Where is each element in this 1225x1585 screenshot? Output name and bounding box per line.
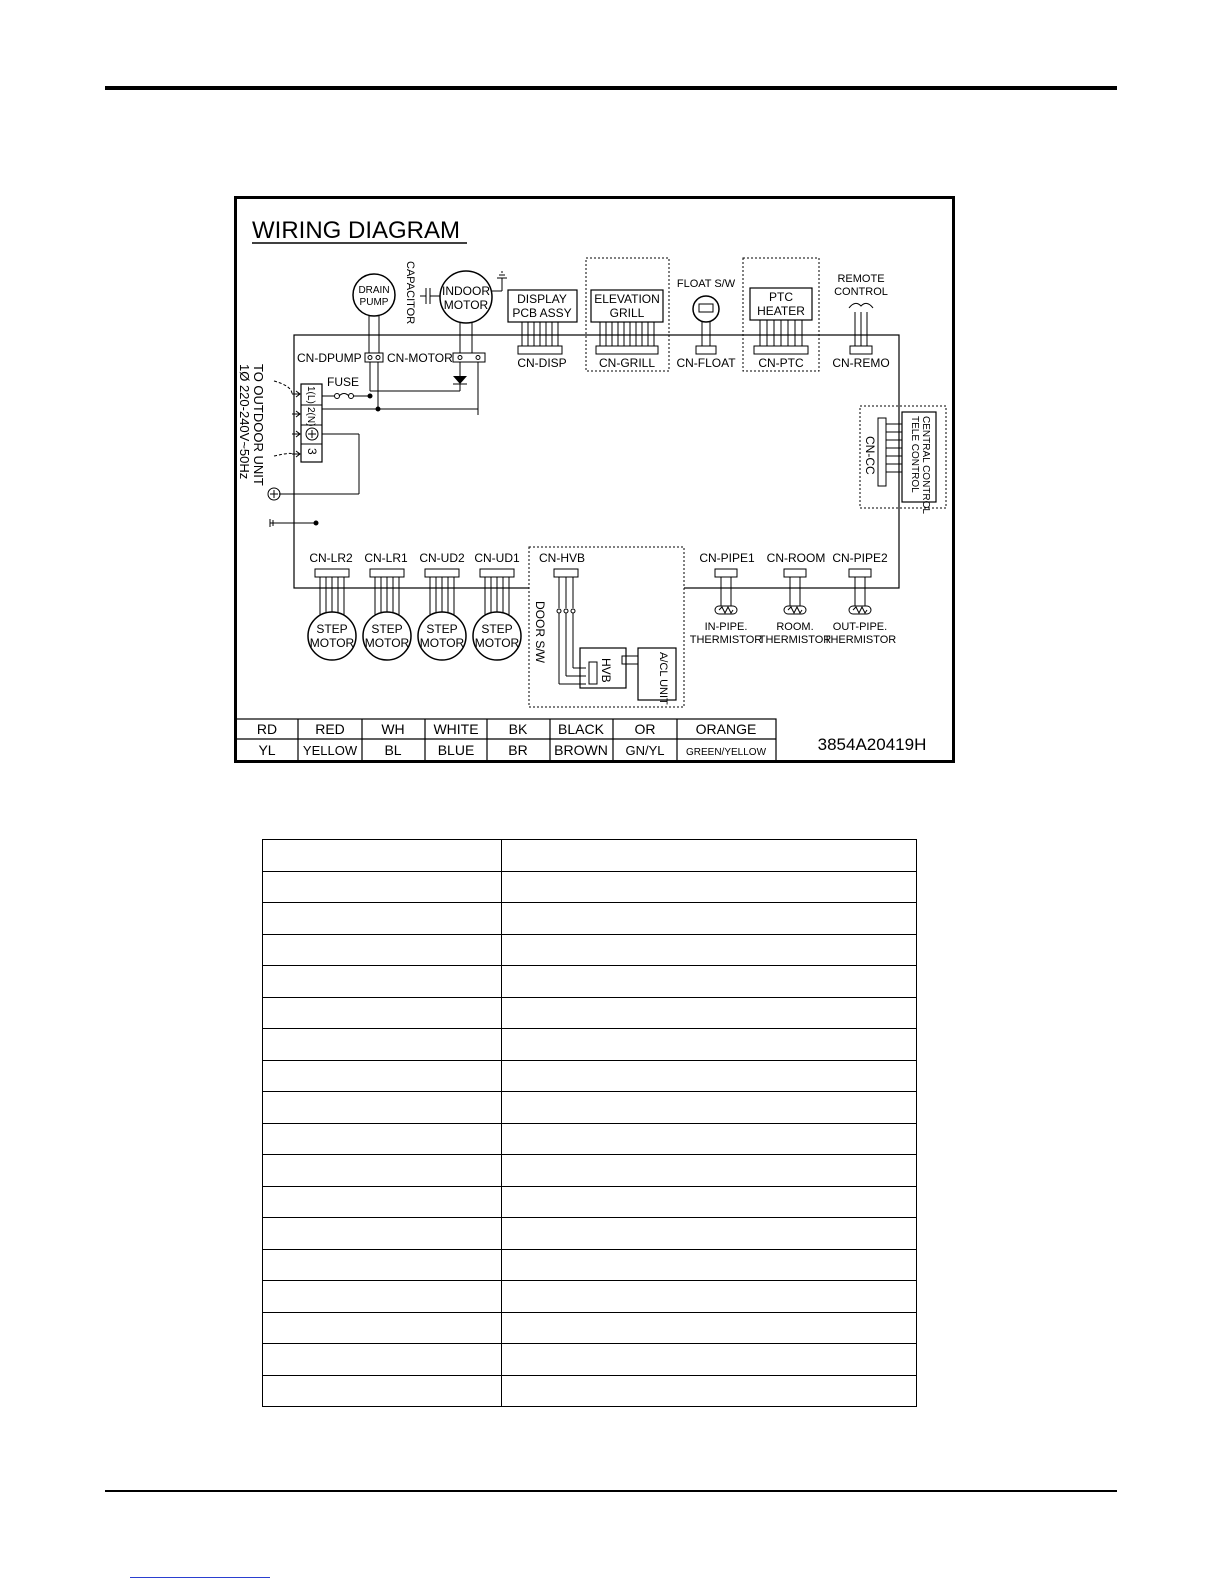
svg-text:BROWN: BROWN <box>554 742 608 758</box>
svg-text:A/CL UNIT: A/CL UNIT <box>657 652 669 705</box>
table-cell <box>502 1281 917 1313</box>
table-cell <box>263 1344 502 1376</box>
table-row <box>263 903 917 935</box>
table-cell <box>502 1249 917 1281</box>
table-row <box>263 1060 917 1092</box>
table-cell <box>502 1029 917 1061</box>
table-cell <box>263 1092 502 1124</box>
table-cell <box>502 1218 917 1250</box>
svg-text:PUMP: PUMP <box>359 297 389 308</box>
table-cell <box>263 1155 502 1187</box>
svg-text:ELEVATION: ELEVATION <box>594 292 660 306</box>
table-row <box>263 1281 917 1313</box>
svg-text:OUT-PIPE.: OUT-PIPE. <box>832 621 888 633</box>
table-cell <box>502 1123 917 1155</box>
table-cell <box>263 934 502 966</box>
table-cell <box>502 1375 917 1407</box>
table-row <box>263 934 917 966</box>
power-label-2: 1Ø 220-240V~50Hz <box>237 364 252 480</box>
table-cell <box>263 840 502 872</box>
svg-text:DRAIN: DRAIN <box>358 285 390 296</box>
cn-cc-label: CN-CC <box>863 436 877 475</box>
svg-text:WH: WH <box>381 721 405 737</box>
header-rule <box>105 86 1117 90</box>
svg-text:THERMISTOR: THERMISTOR <box>823 634 897 646</box>
svg-text:3: 3 <box>305 448 319 455</box>
table-row <box>263 997 917 1029</box>
table-cell <box>263 903 502 935</box>
table-cell <box>502 840 917 872</box>
cn-remo-label: CN-REMO <box>832 356 890 370</box>
svg-text:CENTRAL CONTROL: CENTRAL CONTROL <box>920 416 931 514</box>
table-row <box>263 1123 917 1155</box>
svg-text:IN-PIPE.: IN-PIPE. <box>704 621 748 633</box>
table-cell <box>502 934 917 966</box>
svg-text:CN-PIPE1: CN-PIPE1 <box>699 551 755 565</box>
svg-text:GREEN/YELLOW: GREEN/YELLOW <box>685 747 767 758</box>
wiring-diagram <box>234 196 963 771</box>
fuse-label: FUSE <box>327 375 360 389</box>
table-cell <box>263 871 502 903</box>
table-cell <box>263 1060 502 1092</box>
svg-text:CN-PIPE2: CN-PIPE2 <box>832 551 888 565</box>
svg-text:THERMISTOR: THERMISTOR <box>689 634 763 646</box>
svg-text:BL: BL <box>384 742 402 758</box>
remote-control-label-1: REMOTE <box>837 273 885 285</box>
cn-dpump-label: CN-DPUMP <box>297 351 362 365</box>
svg-text:YELLOW: YELLOW <box>302 743 358 758</box>
table-cell <box>263 1123 502 1155</box>
table-cell <box>502 1186 917 1218</box>
table-row <box>263 1155 917 1187</box>
svg-text:ROOM.: ROOM. <box>776 621 814 633</box>
table-cell <box>263 1249 502 1281</box>
table-row <box>263 1375 917 1407</box>
table-cell <box>263 1375 502 1407</box>
svg-text:YL: YL <box>258 742 276 758</box>
table-cell <box>502 1344 917 1376</box>
part-number: 3854A20419H <box>817 735 927 754</box>
svg-text:DISPLAY: DISPLAY <box>517 292 567 306</box>
svg-text:STEP: STEP <box>481 622 513 636</box>
table-cell <box>263 1029 502 1061</box>
svg-text:MOTOR: MOTOR <box>474 636 520 650</box>
table-row <box>263 1029 917 1061</box>
svg-text:MOTOR: MOTOR <box>364 636 410 650</box>
table-row <box>263 1249 917 1281</box>
diagram-title: WIRING DIAGRAM <box>252 217 460 244</box>
cn-float-label: CN-FLOAT <box>676 356 736 370</box>
table-row <box>263 966 917 998</box>
cn-motor-label: CN-MOTOR <box>387 351 453 365</box>
svg-text:2(N): 2(N) <box>305 407 316 427</box>
svg-text:CN-ROOM: CN-ROOM <box>766 551 826 565</box>
svg-text:WHITE: WHITE <box>433 721 479 737</box>
table-row <box>263 1344 917 1376</box>
cn-disp-label: CN-DISP <box>517 356 567 370</box>
svg-text:BR: BR <box>508 742 528 758</box>
svg-text:TELE CONTROL: TELE CONTROL <box>909 416 920 493</box>
cn-grill-label: CN-GRILL <box>598 356 656 370</box>
table-cell <box>263 1186 502 1218</box>
svg-text:DOOR S/W: DOOR S/W <box>533 601 547 663</box>
table-cell <box>263 997 502 1029</box>
svg-text:MOTOR: MOTOR <box>443 298 489 312</box>
table-cell <box>502 871 917 903</box>
capacitor-label: CAPACITOR <box>404 261 416 325</box>
table-cell <box>263 1312 502 1344</box>
table-row <box>263 1186 917 1218</box>
table-row <box>263 1312 917 1344</box>
svg-text:INDOOR: INDOOR <box>442 284 490 298</box>
svg-text:HVB: HVB <box>599 658 613 683</box>
svg-text:CN-UD2: CN-UD2 <box>419 551 465 565</box>
svg-text:CN-LR2: CN-LR2 <box>309 551 353 565</box>
svg-text:STEP: STEP <box>426 622 458 636</box>
svg-text:1(L): 1(L) <box>305 386 316 404</box>
table-cell <box>502 966 917 998</box>
table-cell <box>502 997 917 1029</box>
power-label-1: TO OUTDOOR UNIT <box>251 364 266 486</box>
table-cell <box>263 1281 502 1313</box>
svg-text:MOTOR: MOTOR <box>419 636 465 650</box>
float-sw-label: FLOAT S/W <box>676 278 736 290</box>
blank-table <box>262 839 917 1407</box>
table-cell <box>263 966 502 998</box>
svg-text:RED: RED <box>315 721 345 737</box>
table-cell <box>502 1092 917 1124</box>
svg-text:BLACK: BLACK <box>558 721 604 737</box>
footer-rule <box>105 1490 1117 1492</box>
svg-text:GN/YL: GN/YL <box>625 743 665 758</box>
svg-text:PTC: PTC <box>769 290 793 304</box>
table-row <box>263 1092 917 1124</box>
table-row <box>263 871 917 903</box>
svg-text:GRILL: GRILL <box>609 306 645 320</box>
svg-text:BK: BK <box>508 721 528 737</box>
table-cell <box>502 1312 917 1344</box>
table-row <box>263 1218 917 1250</box>
svg-text:CN-LR1: CN-LR1 <box>364 551 408 565</box>
svg-text:OR: OR <box>634 721 656 737</box>
svg-text:STEP: STEP <box>316 622 348 636</box>
svg-text:ORANGE: ORANGE <box>695 721 757 737</box>
svg-text:CN-UD1: CN-UD1 <box>474 551 520 565</box>
svg-text:STEP: STEP <box>371 622 403 636</box>
table-cell <box>502 1155 917 1187</box>
svg-text:HEATER: HEATER <box>757 304 805 318</box>
svg-text:THERMISTOR: THERMISTOR <box>758 634 832 646</box>
table-row <box>263 840 917 872</box>
svg-text:PCB ASSY: PCB ASSY <box>512 306 572 320</box>
svg-text:CN-HVB: CN-HVB <box>538 551 586 565</box>
remote-control-label-2: CONTROL <box>834 286 888 298</box>
footer-link[interactable] <box>130 1577 270 1578</box>
svg-text:RD: RD <box>256 721 278 737</box>
table-cell <box>502 903 917 935</box>
svg-text:BLUE: BLUE <box>437 742 475 758</box>
table-cell <box>502 1060 917 1092</box>
svg-text:MOTOR: MOTOR <box>309 636 355 650</box>
table-cell <box>263 1218 502 1250</box>
cn-ptc-label: CN-PTC <box>758 356 804 370</box>
